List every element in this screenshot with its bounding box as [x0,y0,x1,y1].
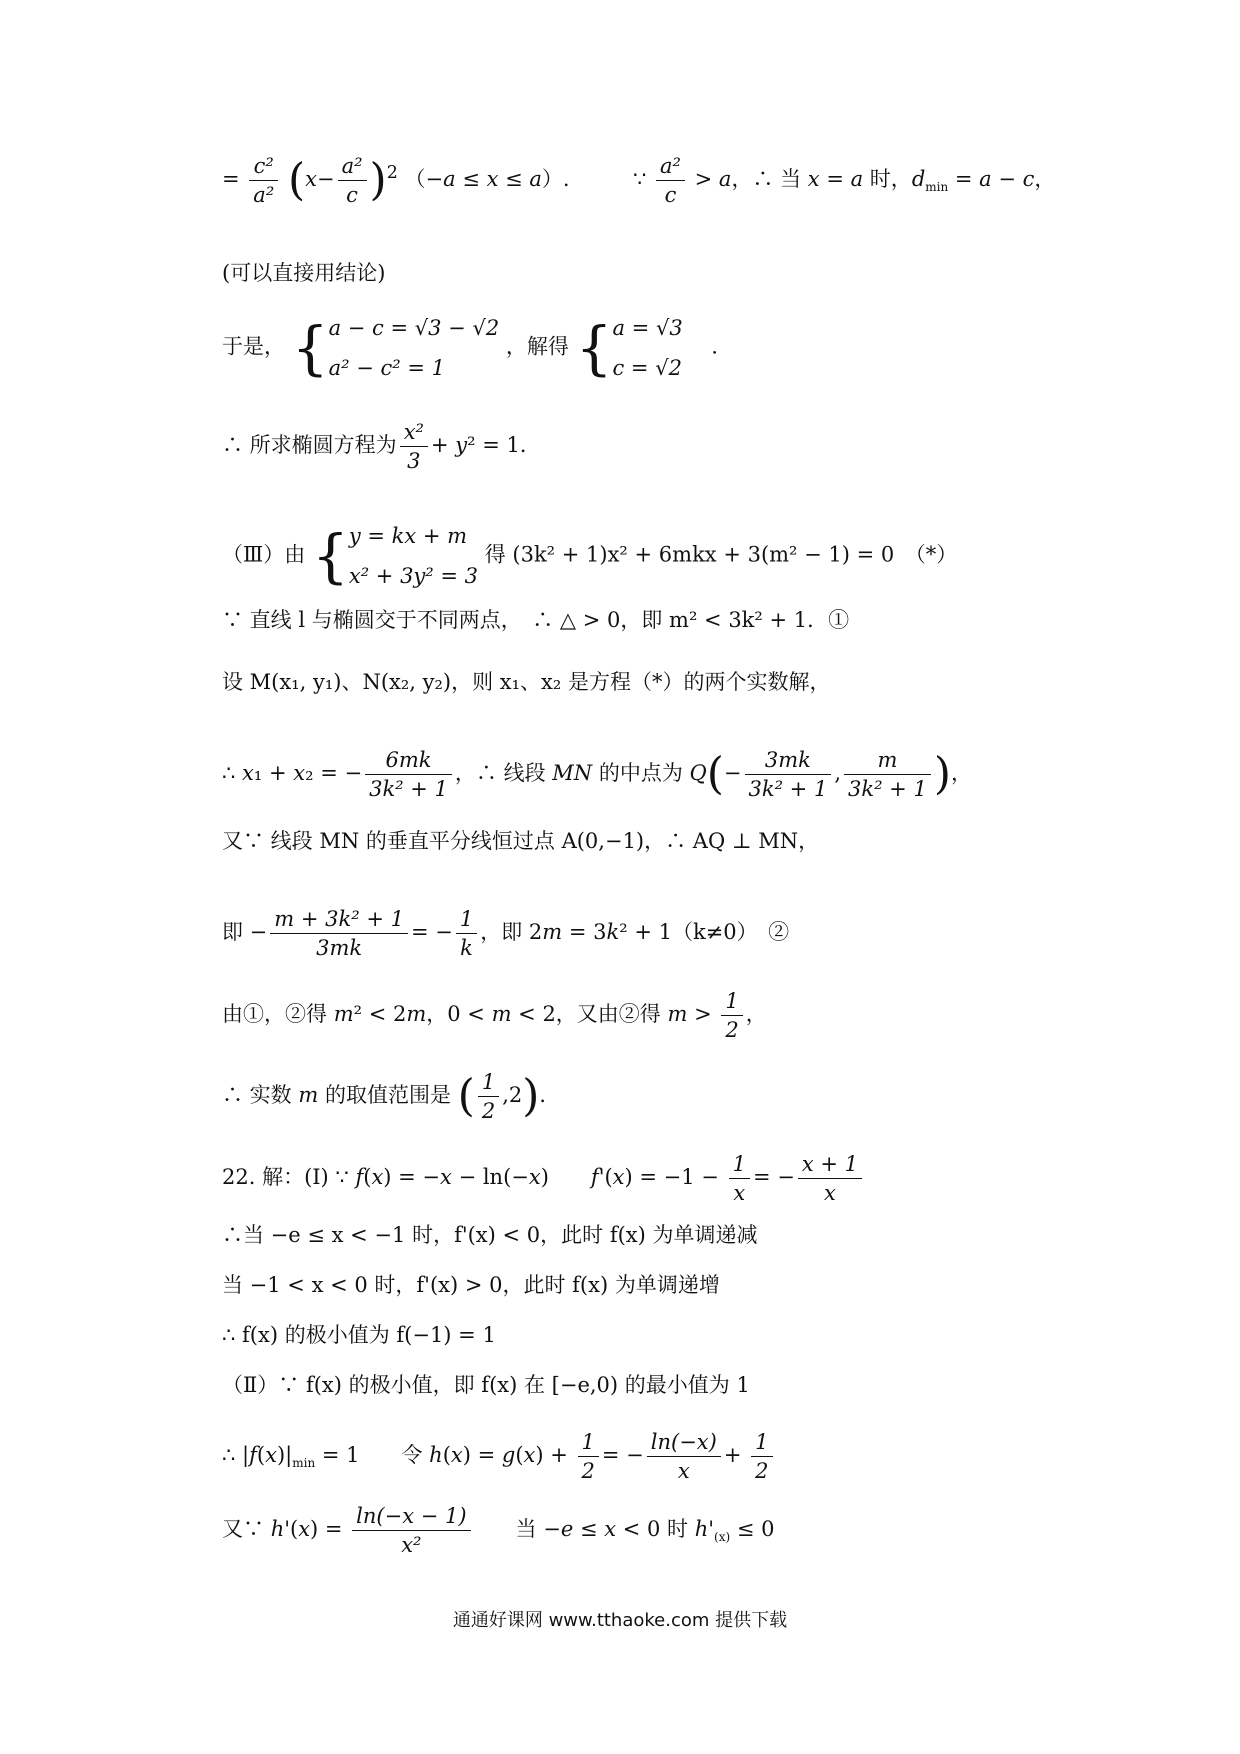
line-8: ∴ x₁ + x₂ = − $\frac{6mk}{\text{3k² + 1}}$ ，∴ 线段 MN 的中点为 Q(− $\frac{3mk}{\text{3k² + 1}}$ , $\frac{m}{\text{3k² + 1}}$ )， [222,748,972,801]
line-12: ∴ 实数 m 的取值范围是 ( $\frac{1}{2}$ ,2)． [222,1070,561,1123]
line-9: 又∵ 线段 MN 的垂直平分线恒过点 A(0,−1)，∴ AQ ⊥ MN， [222,829,820,853]
line-16: ∴ f(x) 的极小值为 f(−1) = 1 [222,1323,496,1347]
system-3: y = kx + m x² + 3y² = 3 [348,524,479,588]
fraction-a2-c: $\frac{\text{a²}}{c}$ [338,152,367,209]
system-1: a − c = √3 − √2 a² − c² = 1 [328,316,500,380]
fraction-c2-a2: $\frac{\text{c²}}{\text{a²}}$ [249,152,278,209]
line-3-prefix: 于是， [222,334,285,359]
line-15: 当 −1 < x < 0 时，f'(x) > 0，此时 f(x) 为单调递增 [222,1273,720,1297]
line-5: （Ⅲ）由 { y = kx + m x² + 3y² = 3 得 (3k² + 1)x² + 6mkx + 3(m² − 1) = 0 （*） [222,516,957,596]
line-18: ∴ $|f(x)|_{min} = 1$ 令 h(x) = g(x) + $\frac{1}{2}$ = − $\frac{\ln(-x)}{x}$ + $\frac{1}{2}$ [222,1428,776,1485]
line-1: = $\frac{\text{c²}}{\text{a²}}$ (x− $\frac{\text{a²}}{c}$ )$^2$ （−a ≤ x ≤ a）. ∵ $\frac{\text{a²}}{c}$ > a，∴ 当 x = a 时，$d_{min} = a - c$， [222,154,1056,207]
line-13: 22. 解：(Ⅰ) ∵ f(x) = −x − ln(−x) f'(x) = −1 − $\frac{1}{x}$ = − $\frac{x + 1}{x}$ [222,1150,865,1207]
line-2: (可以直接用结论) [222,261,386,285]
line-4: ∴ 所求椭圆方程为 $\frac{\text{x²}}{3}$ + y² = 1． [222,420,541,473]
line-17: （Ⅱ）∵ f(x) 的极小值，即 f(x) 在 [−e,0) 的最小值为 1 [222,1373,750,1397]
fraction-a2-c-2: $\frac{\text{a²}}{c}$ [656,152,685,209]
line-7: 设 M(x₁, y₁)、N(x₂, y₂)，则 x₁、x₂ 是方程（*）的两个实数解， [222,670,831,694]
line-14: ∴当 −e ≤ x < −1 时，f'(x) < 0，此时 f(x) 为单调递减 [222,1223,758,1247]
line-10: 即 − $\frac{\text{m + 3k² + 1}}{3mk}$ = − $\frac{1}{k}$ ，即 2m = 3k² + 1（k≠0） ② [222,907,790,960]
line-19: 又∵ h'(x) = $\frac{\ln(-x - 1)}{\text{x²}}$ 当 −e ≤ x < 0 时 $h'_{(x)} \le 0$ [222,1504,775,1557]
line-3: 于是， { a − c = √3 − √2 a² − c² = 1 ，解得 { a = √3 c = √2 ． [222,308,732,388]
footer: 通通好课网 www.tthaoke.com 提供下载 [452,1610,788,1631]
line-6: ∵ 直线 l 与椭圆交于不同两点， ∴ △ > 0，即 m² < 3k² + 1．① [222,608,850,632]
line-3-mid: ，解得 [505,334,569,359]
line-11: 由①，②得 m² < 2m，0 < m < 2，又由②得 m > $\frac{1}{2}$ ， [222,989,767,1042]
system-2: a = √3 c = √2 [612,316,683,380]
